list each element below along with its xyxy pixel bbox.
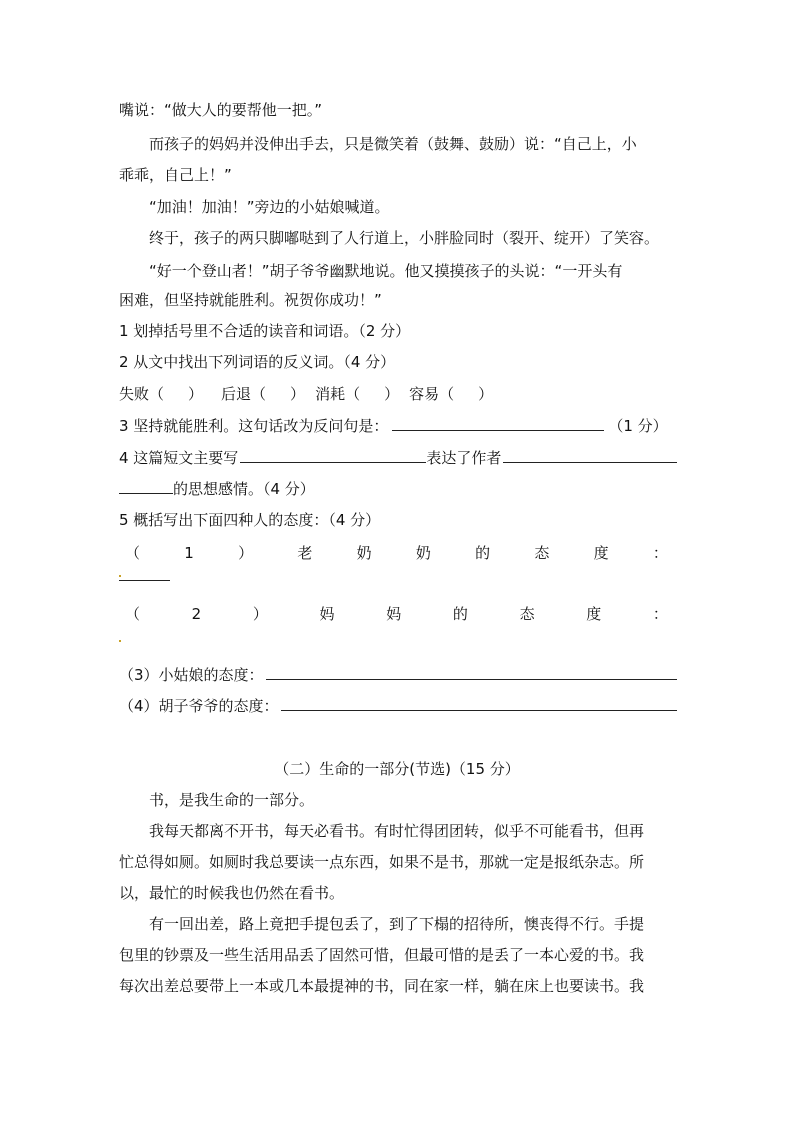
antonym-word: 失败（ xyxy=(119,385,165,403)
q5-item-3-label: （3）小姑娘的态度： xyxy=(119,666,264,684)
question-3-score: （1 分） xyxy=(608,417,668,435)
passage-line: 忙总得如厕。如厕时我总要读一点东西，如果不是书，那就一定是报纸杂志。所 xyxy=(119,853,645,871)
char: （ xyxy=(125,605,141,623)
question-3-text: 3 坚持就能胜利。这句话改为反问句是： xyxy=(119,417,389,435)
answer-blank[interactable] xyxy=(281,696,677,711)
char: 度 xyxy=(586,605,602,623)
char: ： xyxy=(652,605,668,623)
char: 态 xyxy=(534,544,550,562)
char: 的 xyxy=(475,544,491,562)
antonym-close: ） xyxy=(384,385,400,403)
passage-line: 以，最忙的时候我也仍然在看书。 xyxy=(119,884,345,902)
char: 的 xyxy=(452,605,468,623)
char: 2 xyxy=(191,605,202,623)
question-4-cont xyxy=(119,479,677,499)
antonym-close: ） xyxy=(290,385,306,403)
passage-line: “好一个登山者！”胡子爷爷幽默地说。他又摸摸孩子的头说：“一开头有 xyxy=(149,262,623,280)
question-4-text-c: 的思想感情。（4 分） xyxy=(173,480,315,498)
char: 妈 xyxy=(319,605,335,623)
antonym-close: ） xyxy=(188,385,204,403)
question-3 xyxy=(119,416,677,436)
answer-blank[interactable] xyxy=(266,665,677,680)
passage-line: 包里的钞票及一些生活用品丢了固然可惜，但最可惜的是丢了一本心爱的书。我 xyxy=(119,946,645,964)
antonym-word: 容易（ xyxy=(409,385,455,403)
char: 度 xyxy=(593,544,609,562)
passage-line: 而孩子的妈妈并没伸出手去，只是微笑着（鼓舞、鼓励）说：“自己上，小 xyxy=(149,135,637,153)
question-2: 2 从文中找出下列词语的反义词。（4 分） xyxy=(119,353,396,371)
q5-item-4 xyxy=(119,696,677,716)
section-title: （二）生命的一部分(节选)（15 分） xyxy=(274,760,520,778)
char: ） xyxy=(252,605,268,623)
antonym-word: 消耗（ xyxy=(315,385,361,403)
passage-line: 我每天都离不开书，每天必看书。有时忙得团团转，似乎不可能看书，但再 xyxy=(149,822,645,840)
question-1: 1 划掉括号里不合适的读音和词语。（2 分） xyxy=(119,322,411,340)
passage-line: 有一回出差，路上竟把手提包丢了，到了下榻的招待所，懊丧得不行。手提 xyxy=(149,915,645,933)
char: ） xyxy=(238,544,254,562)
question-4-text-a: 4 这篇短文主要写 xyxy=(119,449,239,467)
char: ： xyxy=(652,544,668,562)
char: 态 xyxy=(519,605,535,623)
answer-blank[interactable] xyxy=(119,580,170,581)
answer-blank[interactable] xyxy=(240,448,426,463)
q5-item-2 xyxy=(125,604,668,624)
marker-dot xyxy=(119,575,121,577)
passage-line: “加油！加油！”旁边的小姑娘喊道。 xyxy=(149,198,390,216)
question-4 xyxy=(119,448,677,468)
passage-line: 嘴说：“做大人的要帮他一把。” xyxy=(119,101,323,119)
q5-item-4-label: （4）胡子爷爷的态度： xyxy=(119,697,279,715)
char: 老 xyxy=(297,544,313,562)
char: （ xyxy=(125,544,141,562)
q5-item-1 xyxy=(125,543,668,563)
char: 奶 xyxy=(415,544,431,562)
question-4-text-b: 表达了作者 xyxy=(426,449,502,467)
passage-line: 困难，但坚持就能胜利。祝贺你成功！” xyxy=(119,291,382,309)
char: 奶 xyxy=(356,544,372,562)
char: 1 xyxy=(184,544,194,562)
passage-line: 终于，孩子的两只脚嘟哒到了人行道上，小胖脸同时（裂开、绽开）了笑容。 xyxy=(149,229,660,247)
q5-item-3 xyxy=(119,665,677,685)
antonym-close: ） xyxy=(478,385,494,403)
antonym-row xyxy=(119,384,677,404)
question-5: 5 概括写出下面四种人的态度：（4 分） xyxy=(119,511,381,529)
answer-blank[interactable] xyxy=(503,448,677,463)
passage-line: 每次出差总要带上一本或几本最提神的书，同在家一样，躺在床上也要读书。我 xyxy=(119,977,645,995)
char: 妈 xyxy=(386,605,402,623)
marker-dot xyxy=(119,640,121,642)
passage-line: 乖乖，自己上！” xyxy=(119,166,232,184)
answer-blank[interactable] xyxy=(392,416,604,431)
antonym-word: 后退（ xyxy=(221,385,267,403)
answer-blank[interactable] xyxy=(119,479,173,494)
passage-line: 书，是我生命的一部分。 xyxy=(149,791,315,809)
